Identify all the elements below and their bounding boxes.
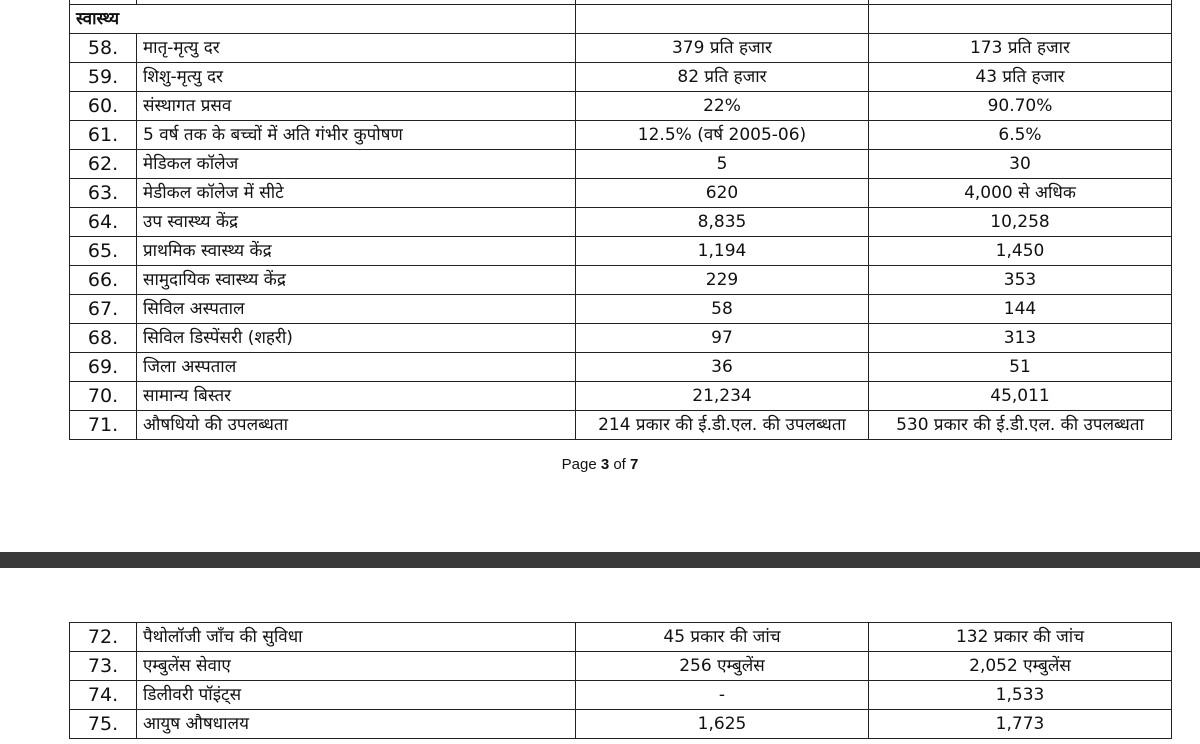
- page-total: 7: [630, 456, 639, 473]
- value-after: 90.70%: [869, 92, 1172, 121]
- row-number: 59.: [70, 63, 137, 92]
- page-current: 3: [600, 456, 610, 473]
- health-table-bottom: [69, 622, 1172, 739]
- value-before: -: [576, 681, 869, 710]
- section-title: स्वास्थ्य: [70, 5, 576, 34]
- value-before: 36: [576, 353, 869, 382]
- value-after: 530 प्रकार की ई.डी.एल. की उपलब्धता: [869, 411, 1172, 440]
- document-page-4: [0, 568, 1200, 744]
- row-number: 75.: [70, 710, 137, 739]
- row-label: सिविल अस्पताल: [137, 295, 576, 324]
- table-row: [70, 710, 1172, 739]
- value-before: 22%: [576, 92, 869, 121]
- row-number: 72.: [70, 623, 137, 652]
- table-row: [70, 208, 1172, 237]
- table-row: [70, 411, 1172, 440]
- table-row: [70, 237, 1172, 266]
- value-before: 45 प्रकार की जांच: [576, 623, 869, 652]
- row-label: सामुदायिक स्वास्थ्य केंद्र: [137, 266, 576, 295]
- table-row: [70, 92, 1172, 121]
- page-number: [0, 456, 1200, 473]
- row-label: मेडीकल कॉलेज में सीटे: [137, 179, 576, 208]
- row-label: पैथोलॉजी जाँच की सुविधा: [137, 623, 576, 652]
- value-before: 379 प्रति हजार: [576, 34, 869, 63]
- value-before: 1,625: [576, 710, 869, 739]
- page-label: Page: [561, 456, 601, 473]
- row-label: डिलीवरी पॉइंट्स: [137, 681, 576, 710]
- value-after: 144: [869, 295, 1172, 324]
- table-body-top: [70, 34, 1172, 440]
- value-after: 1,533: [869, 681, 1172, 710]
- row-label: शिशु-मृत्यु दर: [137, 63, 576, 92]
- table-row: [70, 295, 1172, 324]
- row-label: औषधियो की उपलब्धता: [137, 411, 576, 440]
- row-number: 74.: [70, 681, 137, 710]
- table-row: [70, 681, 1172, 710]
- row-number: 62.: [70, 150, 137, 179]
- row-label: उप स्वास्थ्य केंद्र: [137, 208, 576, 237]
- row-label: सिविल डिस्पेंसरी (शहरी): [137, 324, 576, 353]
- row-label: एम्बुलेंस सेवाए: [137, 652, 576, 681]
- value-before: 97: [576, 324, 869, 353]
- row-number: 63.: [70, 179, 137, 208]
- row-label: मेडिकल कॉलेज: [137, 150, 576, 179]
- table-row: [70, 63, 1172, 92]
- row-label: जिला अस्पताल: [137, 353, 576, 382]
- value-after: 1,450: [869, 237, 1172, 266]
- section-heading-row: [70, 5, 1172, 34]
- row-number: 68.: [70, 324, 137, 353]
- value-after: 313: [869, 324, 1172, 353]
- value-after: 173 प्रति हजार: [869, 34, 1172, 63]
- row-number: 71.: [70, 411, 137, 440]
- row-number: 67.: [70, 295, 137, 324]
- value-before: 8,835: [576, 208, 869, 237]
- row-number: 66.: [70, 266, 137, 295]
- value-before: 5: [576, 150, 869, 179]
- table-row: [70, 353, 1172, 382]
- value-before: 620: [576, 179, 869, 208]
- row-number: 73.: [70, 652, 137, 681]
- table-row: [70, 266, 1172, 295]
- table-row: [70, 623, 1172, 652]
- row-label: मातृ-मृत्यु दर: [137, 34, 576, 63]
- row-label: सामान्य बिस्तर: [137, 382, 576, 411]
- value-before: 21,234: [576, 382, 869, 411]
- row-number: 60.: [70, 92, 137, 121]
- value-after: 45,011: [869, 382, 1172, 411]
- page-separator: [0, 552, 1200, 568]
- page-of: of: [609, 456, 631, 473]
- value-after: 6.5%: [869, 121, 1172, 150]
- table-body-bottom: [70, 623, 1172, 739]
- value-before: 214 प्रकार की ई.डी.एल. की उपलब्धता: [576, 411, 869, 440]
- table-row: [70, 652, 1172, 681]
- value-after: 10,258: [869, 208, 1172, 237]
- table-row: [70, 382, 1172, 411]
- value-before: 229: [576, 266, 869, 295]
- table-row: [70, 121, 1172, 150]
- value-after: 1,773: [869, 710, 1172, 739]
- value-before: 82 प्रति हजार: [576, 63, 869, 92]
- row-number: 70.: [70, 382, 137, 411]
- row-number: 64.: [70, 208, 137, 237]
- row-label: प्राथमिक स्वास्थ्य केंद्र: [137, 237, 576, 266]
- row-label: आयुष औषधालय: [137, 710, 576, 739]
- row-number: 65.: [70, 237, 137, 266]
- table-row: [70, 150, 1172, 179]
- row-number: 69.: [70, 353, 137, 382]
- value-after: 353: [869, 266, 1172, 295]
- value-after: 30: [869, 150, 1172, 179]
- value-after: 51: [869, 353, 1172, 382]
- row-number: 58.: [70, 34, 137, 63]
- table-row: [70, 179, 1172, 208]
- table-row: [70, 324, 1172, 353]
- table-row: [70, 34, 1172, 63]
- value-before: 12.5% (वर्ष 2005-06): [576, 121, 869, 150]
- value-after: 2,052 एम्बुलेंस: [869, 652, 1172, 681]
- row-number: 61.: [70, 121, 137, 150]
- value-after: 132 प्रकार की जांच: [869, 623, 1172, 652]
- value-after: 43 प्रति हजार: [869, 63, 1172, 92]
- value-before: 58: [576, 295, 869, 324]
- row-label: संस्थागत प्रसव: [137, 92, 576, 121]
- value-after: 4,000 से अधिक: [869, 179, 1172, 208]
- value-before: 256 एम्बुलेंस: [576, 652, 869, 681]
- row-label: 5 वर्ष तक के बच्चों में अति गंभीर कुपोषण: [137, 121, 576, 150]
- health-table-top: [69, 0, 1172, 440]
- value-before: 1,194: [576, 237, 869, 266]
